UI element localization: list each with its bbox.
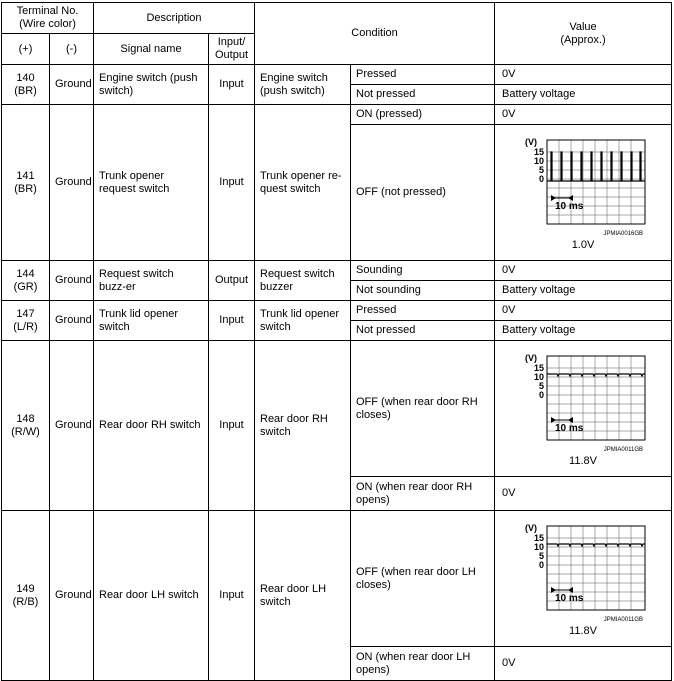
condition-sub-cell: OFF (when rear door LH closes) [351,511,495,647]
signal-name-cell: Rear door LH switch [94,511,209,681]
waveform-tick: 10 [534,155,545,166]
condition-main-cell: Trunk lid opener switch [255,301,351,341]
value-cell: Battery voltage [495,281,672,301]
terminal-cell: 141 (BR) [2,105,50,261]
value-cell: 0V [495,65,672,85]
waveform-tick: 0 [539,389,545,400]
waveform-tick: 15 [534,146,545,157]
terminal-cell: 144 (GR) [2,261,50,301]
waveform-time-label: 10 ms [555,422,584,434]
condition-sub-cell: Not pressed [351,321,495,341]
condition-main-cell: Engine switch (push switch) [255,65,351,105]
condition-sub-cell: ON (pressed) [351,105,495,125]
io-cell: Input [209,301,255,341]
signal-name-cell: Trunk lid opener switch [94,301,209,341]
io-cell: Input [209,65,255,105]
figure-code: JPMIA0011GB [603,616,644,623]
waveform-tick: 10 [534,371,545,382]
condition-sub-cell: OFF (when rear door RH closes) [351,341,495,477]
waveform-unit: (V) [525,136,538,147]
value-cell: Battery voltage [495,321,672,341]
io-cell: Input [209,105,255,261]
description-header: Description [94,3,255,34]
condition-sub-cell: ON (when rear door LH opens) [351,647,495,681]
waveform-tick: 5 [539,164,545,175]
condition-main-cell: Request switch buzzer [255,261,351,301]
waveform-tick: 15 [534,362,545,373]
value-text: 1.0V [571,238,595,251]
value-text: 11.8V [569,624,597,637]
condition-sub-cell: Not sounding [351,281,495,301]
waveform-time-label: 10 ms [555,592,584,604]
value-text: 11.8V [569,454,597,467]
signal-name-header: Signal name [94,34,209,65]
ground-cell: Ground [50,301,94,341]
table-row [2,301,672,321]
terminal-cell: 140 (BR) [2,65,50,105]
signal-name-cell: Engine switch (push switch) [94,65,209,105]
waveform-tick: 10 [534,541,545,552]
table-row [2,65,672,85]
waveform-tick: 5 [539,380,545,391]
steady-waveform [519,352,647,454]
input-output-header: Input/ Output [209,34,255,65]
condition-sub-cell: Sounding [351,261,495,281]
terminal-no-header: Terminal No. (Wire color) [2,3,94,34]
waveform-tick: 15 [534,532,545,543]
condition-sub-cell: Not pressed [351,85,495,105]
value-header: Value (Approx.) [495,3,672,65]
ground-cell: Ground [50,511,94,681]
condition-sub-cell: OFF (not pressed) [351,125,495,261]
value-cell: 0V [495,261,672,281]
value-cell: 0V [495,105,672,125]
value-waveform-cell [495,341,672,477]
value-cell: 0V [495,647,672,681]
ground-cell: Ground [50,105,94,261]
value-cell: Battery voltage [495,85,672,105]
value-waveform-cell [495,125,672,261]
plus-header: (+) [2,34,50,65]
condition-sub-cell: Pressed [351,65,495,85]
waveform-tick: 0 [539,173,545,184]
condition-main-cell: Trunk opener re-quest switch [255,105,351,261]
waveform-unit: (V) [525,522,538,533]
value-cell: 0V [495,301,672,321]
io-cell: Output [209,261,255,301]
condition-main-cell: Rear door LH switch [255,511,351,681]
terminal-cell: 148 (R/W) [2,341,50,511]
ground-cell: Ground [50,341,94,511]
figure-code: JPMIA0016GB [603,230,644,237]
condition-header: Condition [255,3,495,65]
io-cell: Input [209,341,255,511]
signal-name-cell: Trunk opener request switch [94,105,209,261]
table-row [2,511,672,647]
condition-sub-cell: Pressed [351,301,495,321]
waveform-tick: 0 [539,559,545,570]
terminal-signal-table [1,2,672,681]
waveform-unit: (V) [525,352,538,363]
condition-sub-cell: ON (when rear door RH opens) [351,477,495,511]
ground-cell: Ground [50,65,94,105]
table-row [2,261,672,281]
value-waveform-cell [495,511,672,647]
ground-cell: Ground [50,261,94,301]
waveform-time-label: 10 ms [555,200,584,212]
figure-code: JPMIA0011GB [603,446,644,453]
signal-name-cell: Rear door RH switch [94,341,209,511]
table-row [2,105,672,125]
pulse-waveform [519,136,647,238]
steady-waveform [519,522,647,624]
table-row [2,341,672,477]
signal-name-cell: Request switch buzz-er [94,261,209,301]
io-cell: Input [209,511,255,681]
minus-header: (-) [50,34,94,65]
waveform-tick: 5 [539,550,545,561]
value-cell: 0V [495,477,672,511]
condition-main-cell: Rear door RH switch [255,341,351,511]
terminal-cell: 149 (R/B) [2,511,50,681]
terminal-cell: 147 (L/R) [2,301,50,341]
